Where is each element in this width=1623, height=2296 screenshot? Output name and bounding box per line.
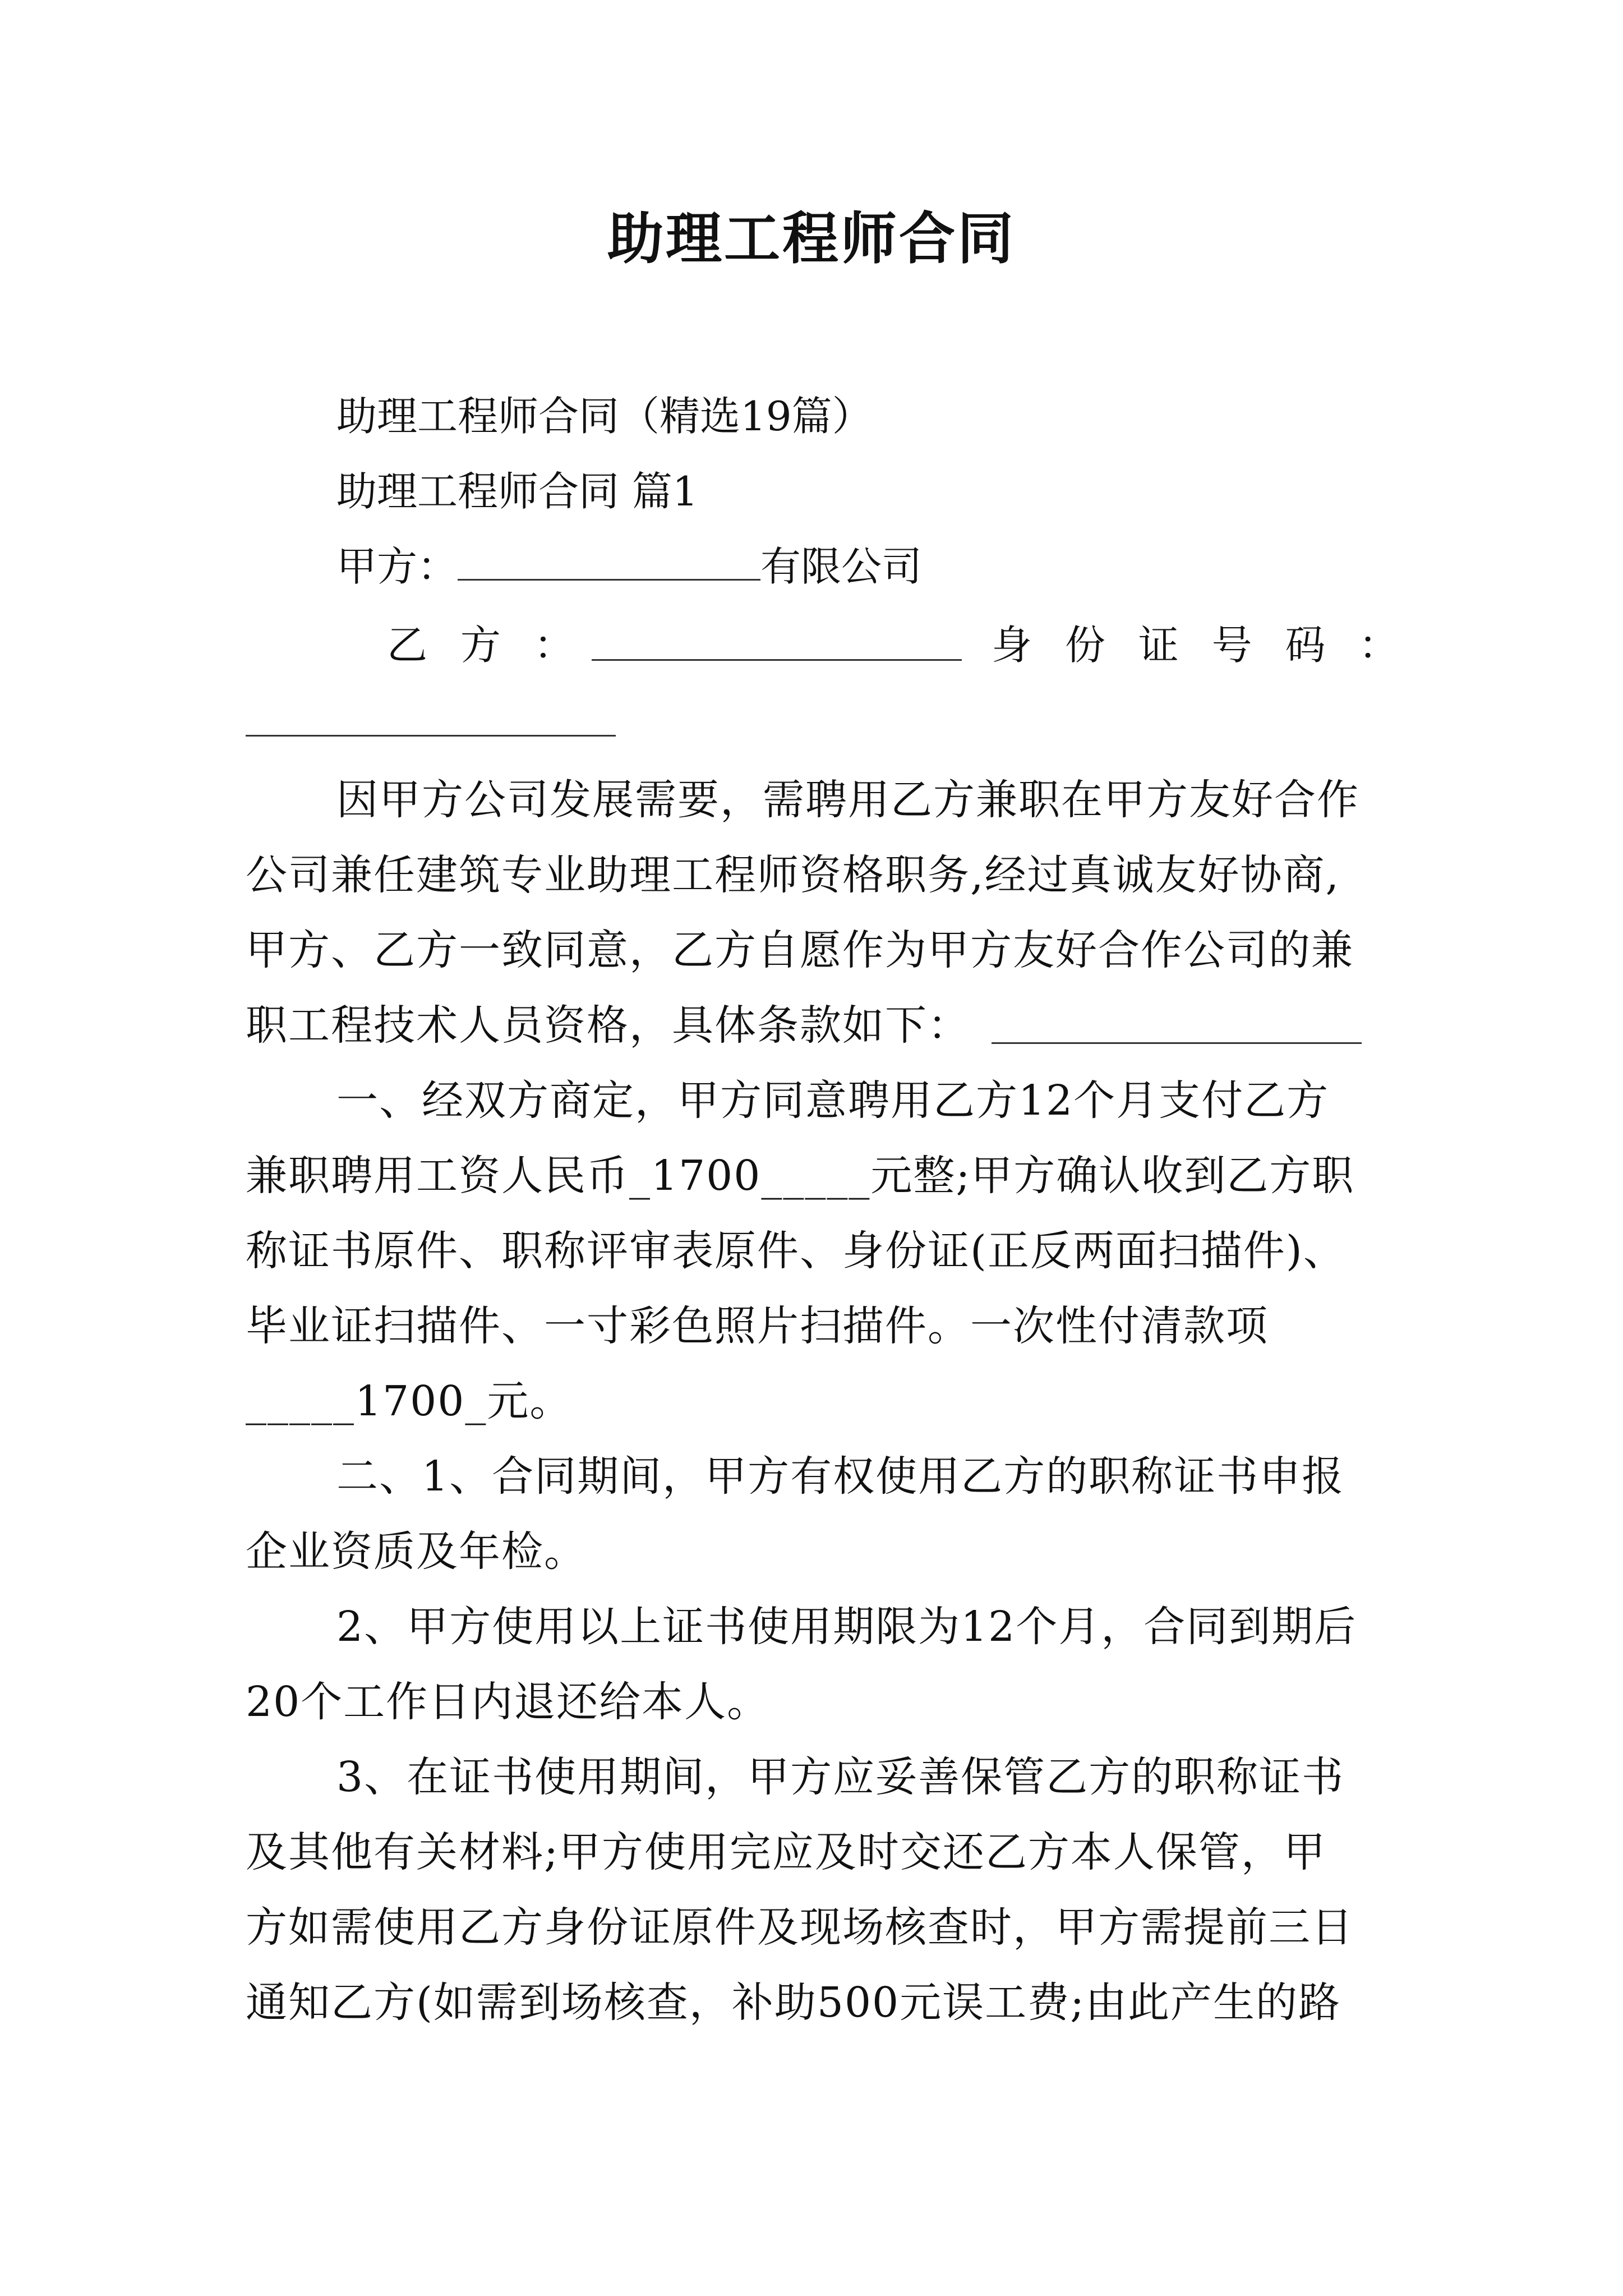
paragraph-line: 一、经双方商定，甲方同意聘用乙方12个月支付乙方 bbox=[336, 1076, 1330, 1125]
paragraph-line: 职工程技术人员资格，具体条款如下： bbox=[246, 1001, 970, 1050]
document-subtitle: 助理工程师合同（精选19篇） bbox=[336, 393, 873, 440]
party-b-label: 乙 方 ： bbox=[387, 622, 584, 669]
paragraph-line: 称证书原件、职称评审表原件、身份证(正反两面扫描件)、 bbox=[246, 1227, 1346, 1275]
paragraph-line: 企业资质及年检。 bbox=[246, 1527, 587, 1576]
id-number-label: 身 份 证 号 码 ： bbox=[992, 622, 1409, 669]
party-a-line bbox=[336, 539, 922, 595]
paragraph-line: 甲方、乙方一致同意，乙方自愿作为甲方友好合作公司的兼 bbox=[246, 926, 1354, 974]
paragraph-line: 公司兼任建筑专业助理工程师资格职务,经过真诚友好协商, bbox=[246, 851, 1340, 899]
paragraph-line: 兼职聘用工资人民币_1700_____元整;甲方确认收到乙方职 bbox=[246, 1152, 1355, 1200]
paragraph-line: 3、在证书使用期间，甲方应妥善保管乙方的职称证书 bbox=[336, 1753, 1345, 1801]
paragraph-line: 及其他有关材料;甲方使用完应及时交还乙方本人保管，甲 bbox=[246, 1828, 1326, 1876]
id-number-blank bbox=[246, 735, 616, 737]
terms-blank bbox=[992, 1042, 1362, 1044]
paragraph-line: 方如需使用乙方身份证原件及现场核查时，甲方需提前三日 bbox=[246, 1903, 1354, 1952]
paragraph-line: 毕业证扫描件、一寸彩色照片扫描件。一次性付清款项 bbox=[246, 1302, 1269, 1350]
paragraph-line: _____1700_元。 bbox=[246, 1377, 573, 1425]
paragraph-line: 因甲方公司发展需要，需聘用乙方兼职在甲方友好合作 bbox=[336, 776, 1359, 824]
party-a-suffix: 有限公司 bbox=[760, 543, 923, 590]
document-title: 助理工程师合同 bbox=[607, 205, 1016, 272]
party-a-blank bbox=[458, 540, 760, 581]
paragraph-line: 二、1、合同期间，甲方有权使用乙方的职称证书申报 bbox=[336, 1452, 1345, 1501]
party-b-blank bbox=[592, 659, 962, 661]
paragraph-line: 2、甲方使用以上证书使用期限为12个月，合同到期后 bbox=[336, 1603, 1357, 1651]
section-heading: 助理工程师合同 篇1 bbox=[336, 468, 698, 515]
party-a-label: 甲方： bbox=[336, 543, 458, 590]
paragraph-line: 20个工作日内退还给本人。 bbox=[246, 1678, 770, 1726]
paragraph-line: 通知乙方(如需到场核查，补助500元误工费;由此产生的路 bbox=[246, 1978, 1341, 2027]
